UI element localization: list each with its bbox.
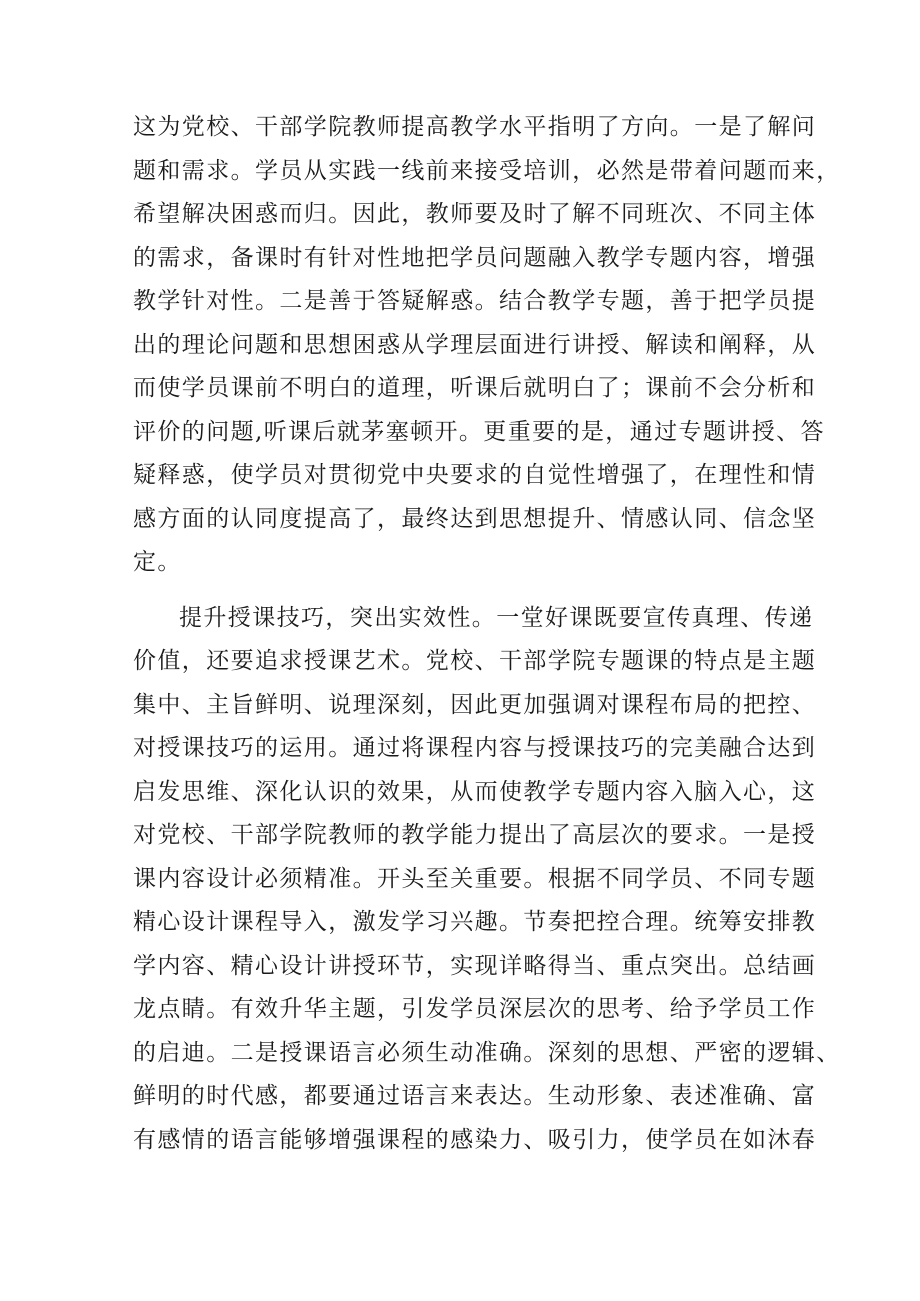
paragraph-line: 教学针对性。二是善于答疑解惑。结合教学专题，善于把学员提 — [133, 288, 817, 314]
paragraph-line: 精心设计课程导入，激发学习兴趣。节奏把控合理。统筹安排教 — [133, 909, 817, 935]
paragraph-line: 定。 — [133, 549, 182, 575]
paragraph-spacer — [133, 585, 795, 597]
paragraph-1 — [133, 106, 841, 585]
paragraph-line: 感方面的认同度提高了，最终达到思想提升、情感认同、信念坚 — [133, 505, 817, 532]
paragraph-line: 价值，还要追求授课艺术。党校、干部学院专题课的特点是主题 — [133, 648, 817, 674]
paragraph-line: 希望解决困惑而归。因此，教师要及时了解不同班次、不同主体 — [133, 201, 817, 227]
paragraph-line-first: 提升授课技巧，突出实效性。一堂好课既要宣传真理、传递 — [179, 604, 814, 631]
paragraph-line: 对授课技巧的运用。通过将课程内容与授课技巧的完美融合达到 — [133, 735, 817, 761]
paragraph-line: 疑释惑，使学员对贯彻党中央要求的自觉性增强了，在理性和情 — [133, 462, 817, 488]
paragraph-line: 龙点睛。有效升华主题，引发学员深层次的思考、给予学员工作 — [133, 996, 817, 1022]
paragraph-line: 课内容设计必须精准。开头至关重要。根据不同学员、不同专题 — [133, 865, 817, 892]
paragraph-line: 而使学员课前不明白的道理，听课后就明白了；课前不会分析和 — [133, 375, 817, 401]
paragraph-line: 出的理论问题和思想困惑从学理层面进行讲授、解读和阐释，从 — [133, 331, 817, 358]
paragraph-line: 集中、主旨鲜明、说理深刻，因此更加强调对课程布局的把控、 — [133, 691, 817, 718]
paragraph-line: 的启迪。二是授课语言必须生动准确。深刻的思想、严密的逻辑、 — [133, 1039, 841, 1066]
paragraph-line: 的需求，备课时有针对性地把学员问题融入教学专题内容，增强 — [133, 244, 817, 271]
document-body — [133, 106, 841, 1162]
paragraph-line: 这为党校、干部学院教师提高教学水平指明了方向。一是了解问 — [133, 114, 817, 140]
paragraph-line: 评价的问题,听课后就茅塞顿开。更重要的是，通过专题讲授、答 — [133, 418, 825, 445]
paragraph-2 — [133, 597, 841, 1163]
paragraph-line: 对党校、干部学院教师的教学能力提出了高层次的要求。一是授 — [133, 822, 817, 848]
paragraph-line: 题和需求。学员从实践一线前来接受培训，必然是带着问题而来， — [133, 157, 841, 184]
paragraph-line: 鲜明的时代感，都要通过语言来表达。生动形象、表述准确、富 — [133, 1083, 817, 1109]
paragraph-line: 启发思维、深化认识的效果，从而使教学专题内容入脑入心，这 — [133, 778, 817, 805]
paragraph-line: 有感情的语言能够增强课程的感染力、吸引力，使学员在如沐春 — [133, 1126, 817, 1153]
paragraph-line: 学内容、精心设计讲授环节，实现详略得当、重点突出。总结画 — [133, 952, 817, 979]
